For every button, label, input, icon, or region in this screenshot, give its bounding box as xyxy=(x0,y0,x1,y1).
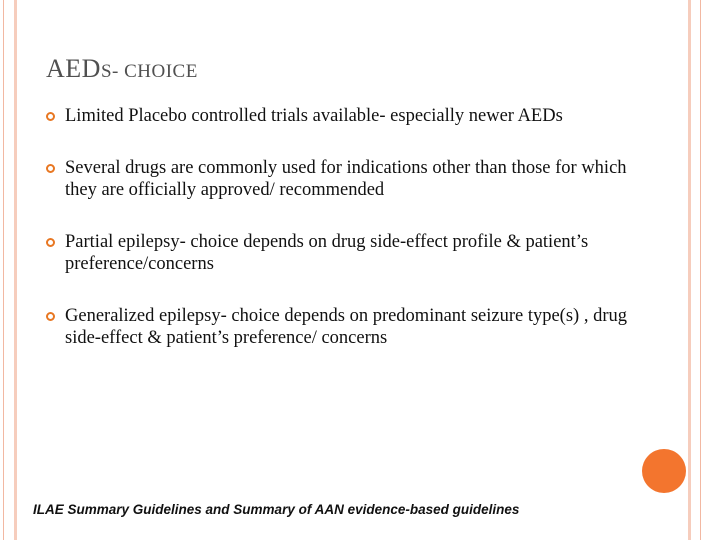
right-border-line-inner xyxy=(688,0,691,540)
bullet-text: Several drugs are commonly used for indications other than those for which they are officially approved/ recommended xyxy=(65,158,627,200)
orange-circle-decoration xyxy=(642,449,686,493)
bullet-circle-icon xyxy=(46,238,55,247)
bullet-circle-icon xyxy=(46,164,55,173)
footer-citation: ILAE Summary Guidelines and Summary of AAN evidence-based guidelines xyxy=(33,502,520,517)
bullet-item xyxy=(45,157,645,201)
left-border-line-inner xyxy=(14,0,17,540)
bullet-item xyxy=(45,305,645,349)
bullet-text: Partial epilepsy- choice depends on drug side-effect profile & patient’s preference/concerns xyxy=(65,232,589,274)
left-border-line-outer xyxy=(3,0,4,540)
right-border-line-outer xyxy=(700,0,701,540)
slide-title-rest: S- CHOICE xyxy=(100,61,198,82)
bullet-circle-icon xyxy=(46,112,55,121)
slide-title xyxy=(46,54,198,84)
slide-title-main: AED xyxy=(46,54,101,83)
bullet-list xyxy=(45,105,645,349)
bullet-item xyxy=(45,231,645,275)
bullet-text: Limited Placebo controlled trials available- especially newer AEDs xyxy=(65,106,563,126)
bullet-item xyxy=(45,105,645,127)
bullet-circle-icon xyxy=(46,312,55,321)
bullet-text: Generalized epilepsy- choice depends on predominant seizure type(s) , drug side-effect & patient’s preference/ concerns xyxy=(65,306,627,348)
